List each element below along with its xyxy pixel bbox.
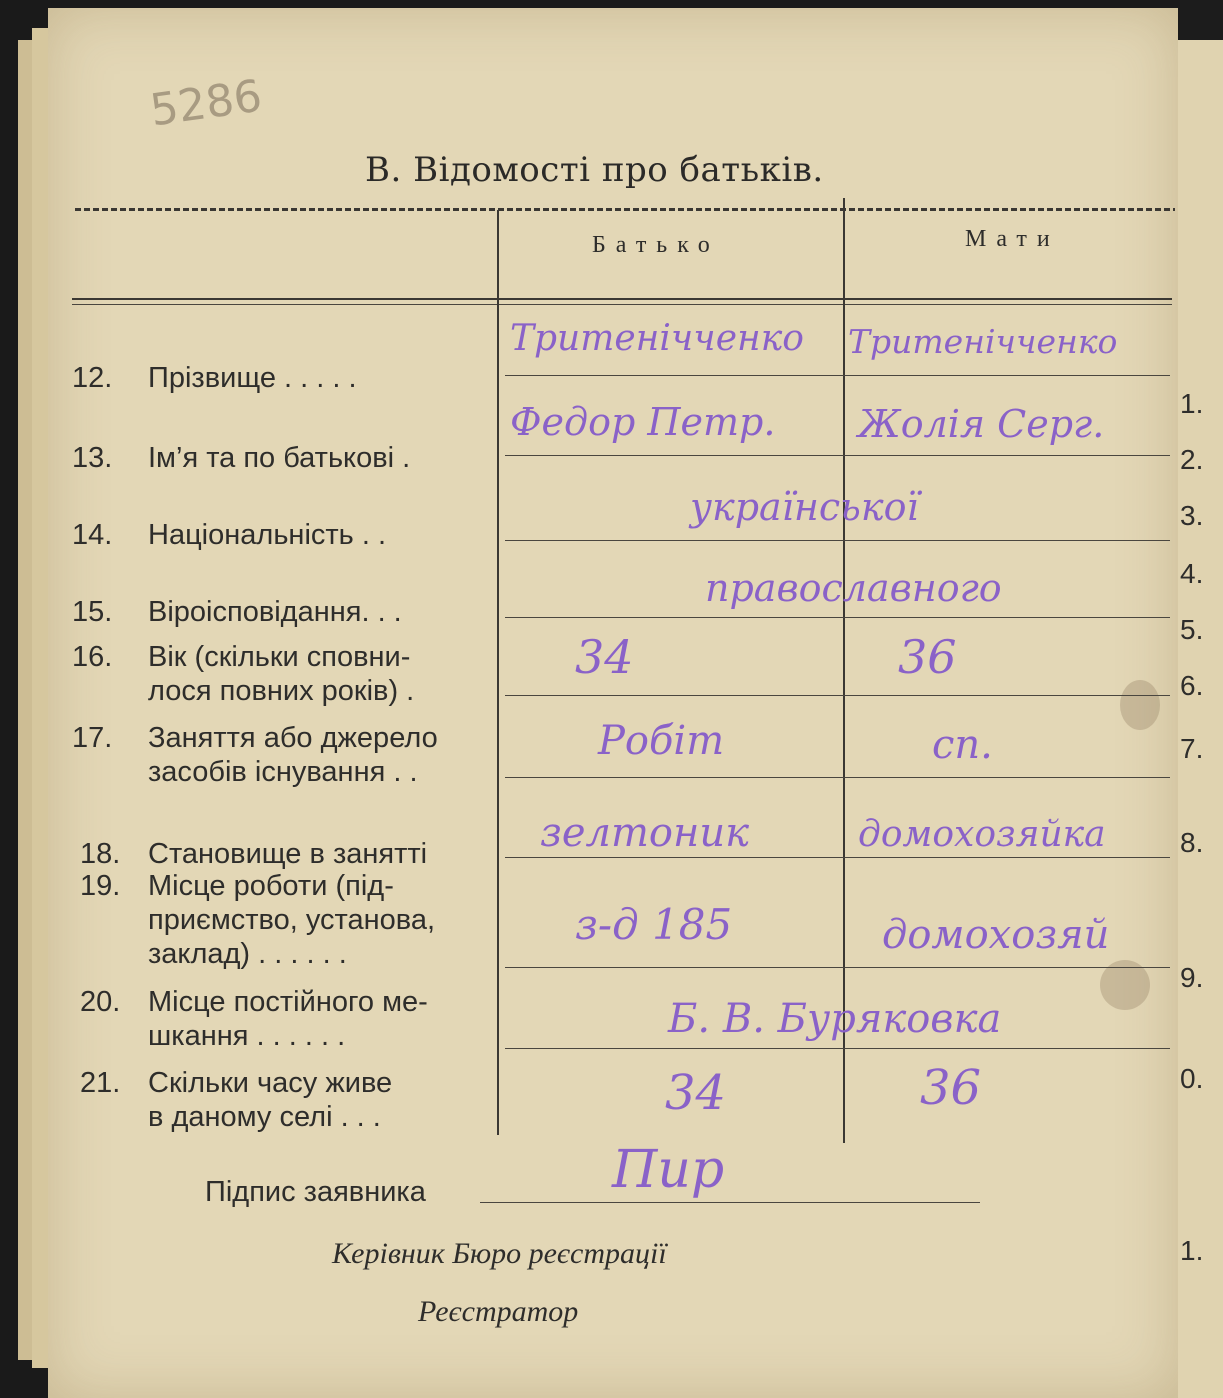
row-number: 15. — [72, 596, 113, 628]
adjacent-page-number: 1. — [1180, 1235, 1204, 1266]
row-number: 19. — [80, 870, 121, 902]
father-surname: Тритенічченко — [510, 318, 804, 359]
row-label-position: Становище в занятті — [148, 838, 428, 870]
row-number: 14. — [72, 519, 113, 551]
archive-pencil-number: 5286 — [146, 70, 265, 137]
row-label-workplace: заклад) . . . . . . — [148, 938, 347, 970]
row-label-residence: шкання . . . . . . — [148, 1020, 346, 1052]
header-rule — [72, 304, 1172, 305]
row-label-occupation: засобів існування . . — [148, 756, 418, 788]
father-workplace: з-д 185 — [575, 900, 733, 949]
row-line — [505, 617, 1170, 618]
column-divider — [497, 210, 499, 1135]
father-duration: 34 — [665, 1065, 727, 1121]
row-label-age: лося повних років) . — [148, 675, 415, 707]
adjacent-page-number: 9. — [1180, 962, 1204, 993]
row-label-residence: Місце постійного ме- — [148, 986, 428, 1018]
row-label-workplace: приємство, установа, — [148, 904, 436, 936]
header-rule — [75, 208, 1175, 211]
head-of-registry-label: Керівник Бюро реєстрації — [332, 1237, 667, 1270]
adjacent-page — [1172, 40, 1223, 1398]
father-position: зелтоник — [540, 810, 749, 856]
mother-duration: 36 — [920, 1060, 982, 1116]
mother-surname: Тритенічченко — [848, 322, 1118, 361]
row-line — [505, 1048, 1170, 1049]
nationality-value: української — [690, 485, 919, 529]
residence-value: Б. В. Буряковка — [668, 996, 1002, 1042]
row-number: 21. — [80, 1067, 121, 1099]
cover-binding — [1180, 0, 1223, 42]
father-name: Федор Петр. — [510, 400, 776, 444]
adjacent-page-number: 5. — [1180, 614, 1204, 645]
row-line — [505, 967, 1170, 968]
adjacent-page-number: 1. — [1180, 388, 1204, 419]
signature-label: Підпис заявника — [205, 1176, 426, 1208]
row-label-occupation: Заняття або джерело — [148, 722, 438, 754]
signature-line — [480, 1202, 980, 1203]
column-header-father: Батько — [592, 232, 720, 258]
row-label-religion: Віроісповідання. . . — [148, 596, 402, 628]
row-number: 13. — [72, 442, 113, 474]
religion-value: православного — [705, 566, 1002, 610]
adjacent-page-number: 3. — [1180, 500, 1204, 531]
row-label-surname: Прізвище . . . . . — [148, 362, 357, 394]
mother-occupation: сп. — [932, 722, 993, 768]
adjacent-page-number: 8. — [1180, 827, 1204, 858]
adjacent-page-number: 0. — [1180, 1063, 1204, 1094]
row-number: 16. — [72, 641, 113, 673]
paper-stain — [1120, 680, 1160, 730]
applicant-signature: Пир — [612, 1140, 725, 1200]
column-header-mother: Мати — [965, 226, 1060, 252]
row-line — [505, 777, 1170, 778]
adjacent-page-number: 6. — [1180, 670, 1204, 701]
row-number: 17. — [72, 722, 113, 754]
row-label-workplace: Місце роботи (під- — [148, 870, 394, 902]
row-label-name: Ім’я та по батькові . — [148, 442, 411, 474]
row-label-age: Вік (скільки сповни- — [148, 641, 411, 673]
adjacent-page-number: 7. — [1180, 733, 1204, 764]
row-line — [505, 695, 1170, 696]
row-label-duration: в даному селі . . . — [148, 1101, 381, 1133]
row-number: 20. — [80, 986, 121, 1018]
row-label-nationality: Національність . . — [148, 519, 387, 551]
mother-workplace: домохозяй — [882, 912, 1110, 958]
mother-age: 36 — [898, 630, 957, 684]
row-line — [505, 375, 1170, 376]
adjacent-page-number: 2. — [1180, 444, 1204, 475]
registrar-label: Реєстратор — [418, 1295, 579, 1328]
row-line — [505, 540, 1170, 541]
row-number: 12. — [72, 362, 113, 394]
mother-name: Жолія Серг. — [858, 402, 1105, 446]
header-rule — [72, 298, 1172, 300]
row-line — [505, 455, 1170, 456]
row-line — [505, 857, 1170, 858]
father-age: 34 — [575, 630, 634, 684]
row-number: 18. — [80, 838, 121, 870]
row-label-duration: Скільки часу живе — [148, 1067, 393, 1099]
section-title: В. Відомості про батьків. — [365, 150, 824, 190]
mother-position: домохозяйка — [858, 814, 1106, 855]
father-occupation: Робіт — [598, 718, 725, 764]
adjacent-page-number: 4. — [1180, 558, 1204, 589]
